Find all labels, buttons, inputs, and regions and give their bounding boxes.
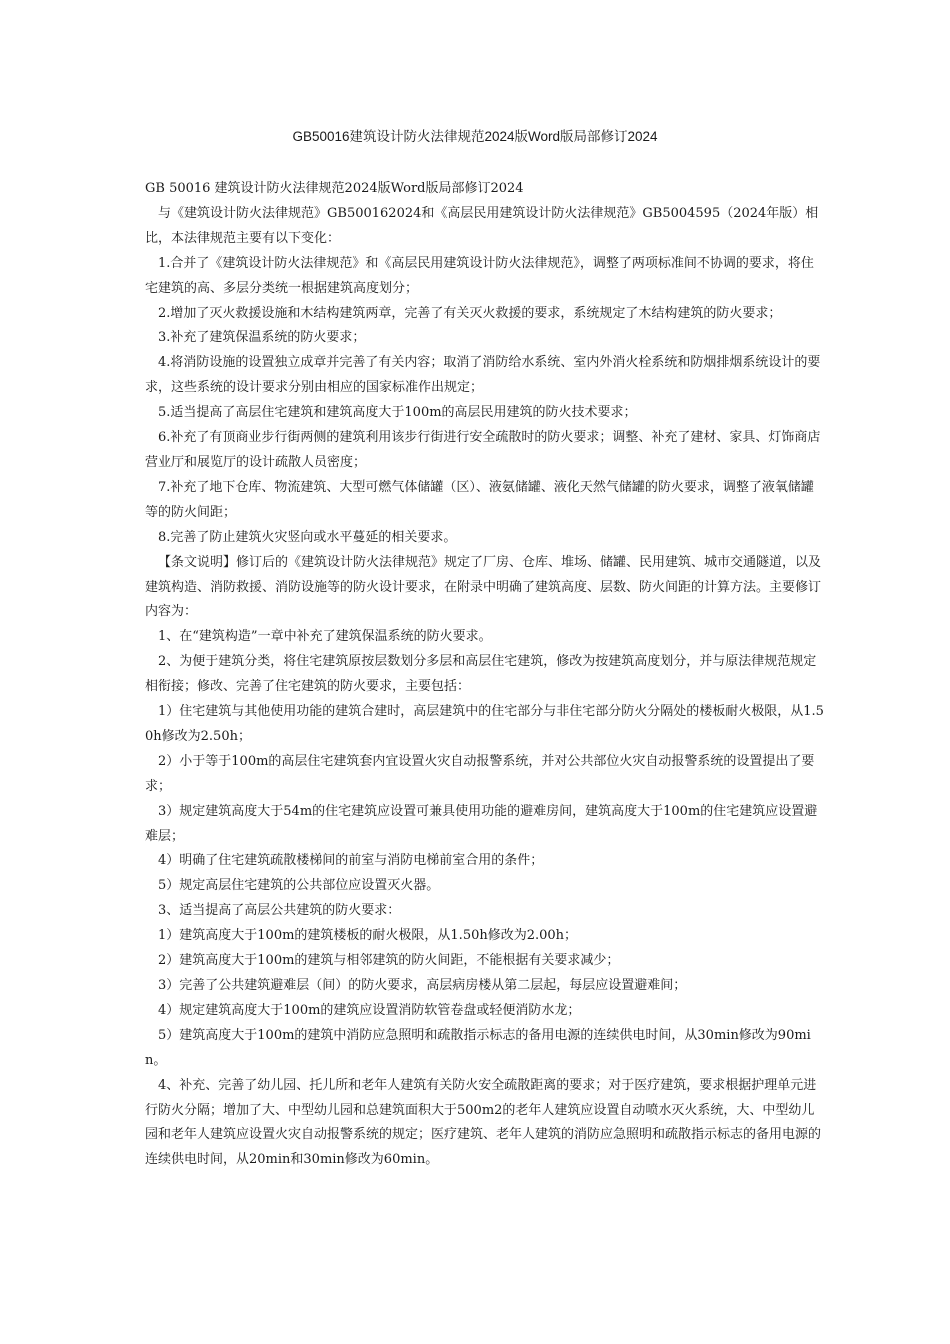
paragraph: 7.补充了地下仓库、物流建筑、大型可燃气体储罐（区）、液氨储罐、液化天然气储罐的防火要求，调整了液氧储罐等的防火间距； <box>145 479 814 520</box>
paragraph: 与《建筑设计防火法律规范》GB500162024和《高层民用建筑设计防火法律规范》GB5004595（2024年版）相比，本法律规范主要有以下变化： <box>145 205 819 246</box>
paragraph: 4）明确了住宅建筑疏散楼梯间的前室与消防电梯前室合用的条件； <box>158 853 544 869</box>
paragraph: 2、为便于建筑分类，将住宅建筑原按层数划分多层和高层住宅建筑，修改为按建筑高度划分，并与原法律规范规定相衔接；修改、完善了住宅建筑的防火要求，主要包括： <box>145 654 817 695</box>
paragraph: 1）建筑高度大于100m的建筑楼板的耐火极限，从1.50h修改为2.00h； <box>158 928 578 944</box>
paragraph: 1）住宅建筑与其他使用功能的建筑合建时，高层建筑中的住宅部分与非住宅部分防火分隔处的楼板耐火极限，从1.50h修改为2.50h； <box>145 704 824 744</box>
paragraph: 6.补充了有顶商业步行街两侧的建筑利用该步行街进行安全疏散时的防火要求；调整、补充了建材、家具、灯饰商店营业厅和展览厅的设计疏散人员密度； <box>145 430 821 470</box>
paragraph: 8.完善了防止建筑火灾竖向或水平蔓延的相关要求。 <box>158 529 457 545</box>
paragraph: 5.适当提高了高层住宅建筑和建筑高度大于100m的高层民用建筑的防火技术要求； <box>158 405 637 421</box>
paragraph: 4）规定建筑高度大于100m的建筑应设置消防软管卷盘或轻便消防水龙； <box>158 1002 581 1018</box>
paragraph: 3.补充了建筑保温系统的防火要求； <box>158 330 366 346</box>
paragraph: 5）规定高层住宅建筑的公共部位应设置灭火器。 <box>158 878 440 894</box>
paragraph: 1.合并了《建筑设计防火法律规范》和《高层民用建筑设计防火法律规范》，调整了两项标准间不协调的要求，将住宅建筑的高、多层分类统一根据建筑高度划分； <box>145 255 814 296</box>
paragraph: 3、适当提高了高层公共建筑的防火要求： <box>158 903 401 919</box>
paragraph: 5）建筑高度大于100m的建筑中消防应急照明和疏散指示标志的备用电源的连续供电时间，从30min修改为90min。 <box>145 1027 811 1068</box>
paragraph: 4.将消防设施的设置独立成章并完善了有关内容；取消了消防给水系统、室内外消火栓系统和防烟排烟系统设计的要求，这些系统的设计要求分别由相应的国家标准作出规定； <box>145 355 821 396</box>
paragraph: 2）建筑高度大于100m的建筑与相邻建筑的防火间距，不能根据有关要求减少； <box>158 953 620 969</box>
paragraph: 2）小于等于100m的高层住宅建筑套内宜设置火灾自动报警系统，并对公共部位火灾自动报警系统的设置提出了要求； <box>145 753 815 794</box>
document-title: GB50016建筑设计防火法律规范2024版Word版局部修订2024 <box>292 129 658 144</box>
paragraph: 1、在“建筑构造”一章中补充了建筑保温系统的防火要求。 <box>158 629 492 645</box>
paragraph: 3）规定建筑高度大于54m的住宅建筑应设置可兼具使用功能的避难房间，建筑高度大于100m的住宅建筑应设置避难层； <box>145 803 818 844</box>
paragraph: 3）完善了公共建筑避难层（间）的防火要求，高层病房楼从第二层起，每层应设置避难间； <box>158 978 687 993</box>
paragraph: 【条文说明】修订后的《建筑设计防火法律规范》规定了厂房、仓库、堆场、储罐、民用建筑、城市交通隧道，以及建筑构造、消防救援、消防设施等的防火设计要求，在附录中明确了建筑高度、层数、防火间距的计算方法。主要修订内容为： <box>145 554 822 620</box>
paragraph: GB 50016 建筑设计防火法律规范2024版Word版局部修订2024 <box>145 181 524 196</box>
paragraph: 2.增加了灭火救援设施和木结构建筑两章，完善了有关灭火救援的要求，系统规定了木结构建筑的防火要求； <box>158 305 782 321</box>
document-body <box>145 177 825 1173</box>
paragraph: 4、补充、完善了幼儿园、托儿所和老年人建筑有关防火安全疏散距离的要求；对于医疗建筑，要求根据护理单元进行防火分隔；增加了大、中型幼儿园和总建筑面积大于500m2的老年人建筑应设置自动喷水灭火系统，大、中型幼儿园和老年人建筑应设置火灾自动报警系统的规定；医疗建筑、老年人建筑的消防应急照明和疏散指示标志的备用电源的连续供电时间，从20min和30min修改为60min。 <box>145 1077 822 1168</box>
